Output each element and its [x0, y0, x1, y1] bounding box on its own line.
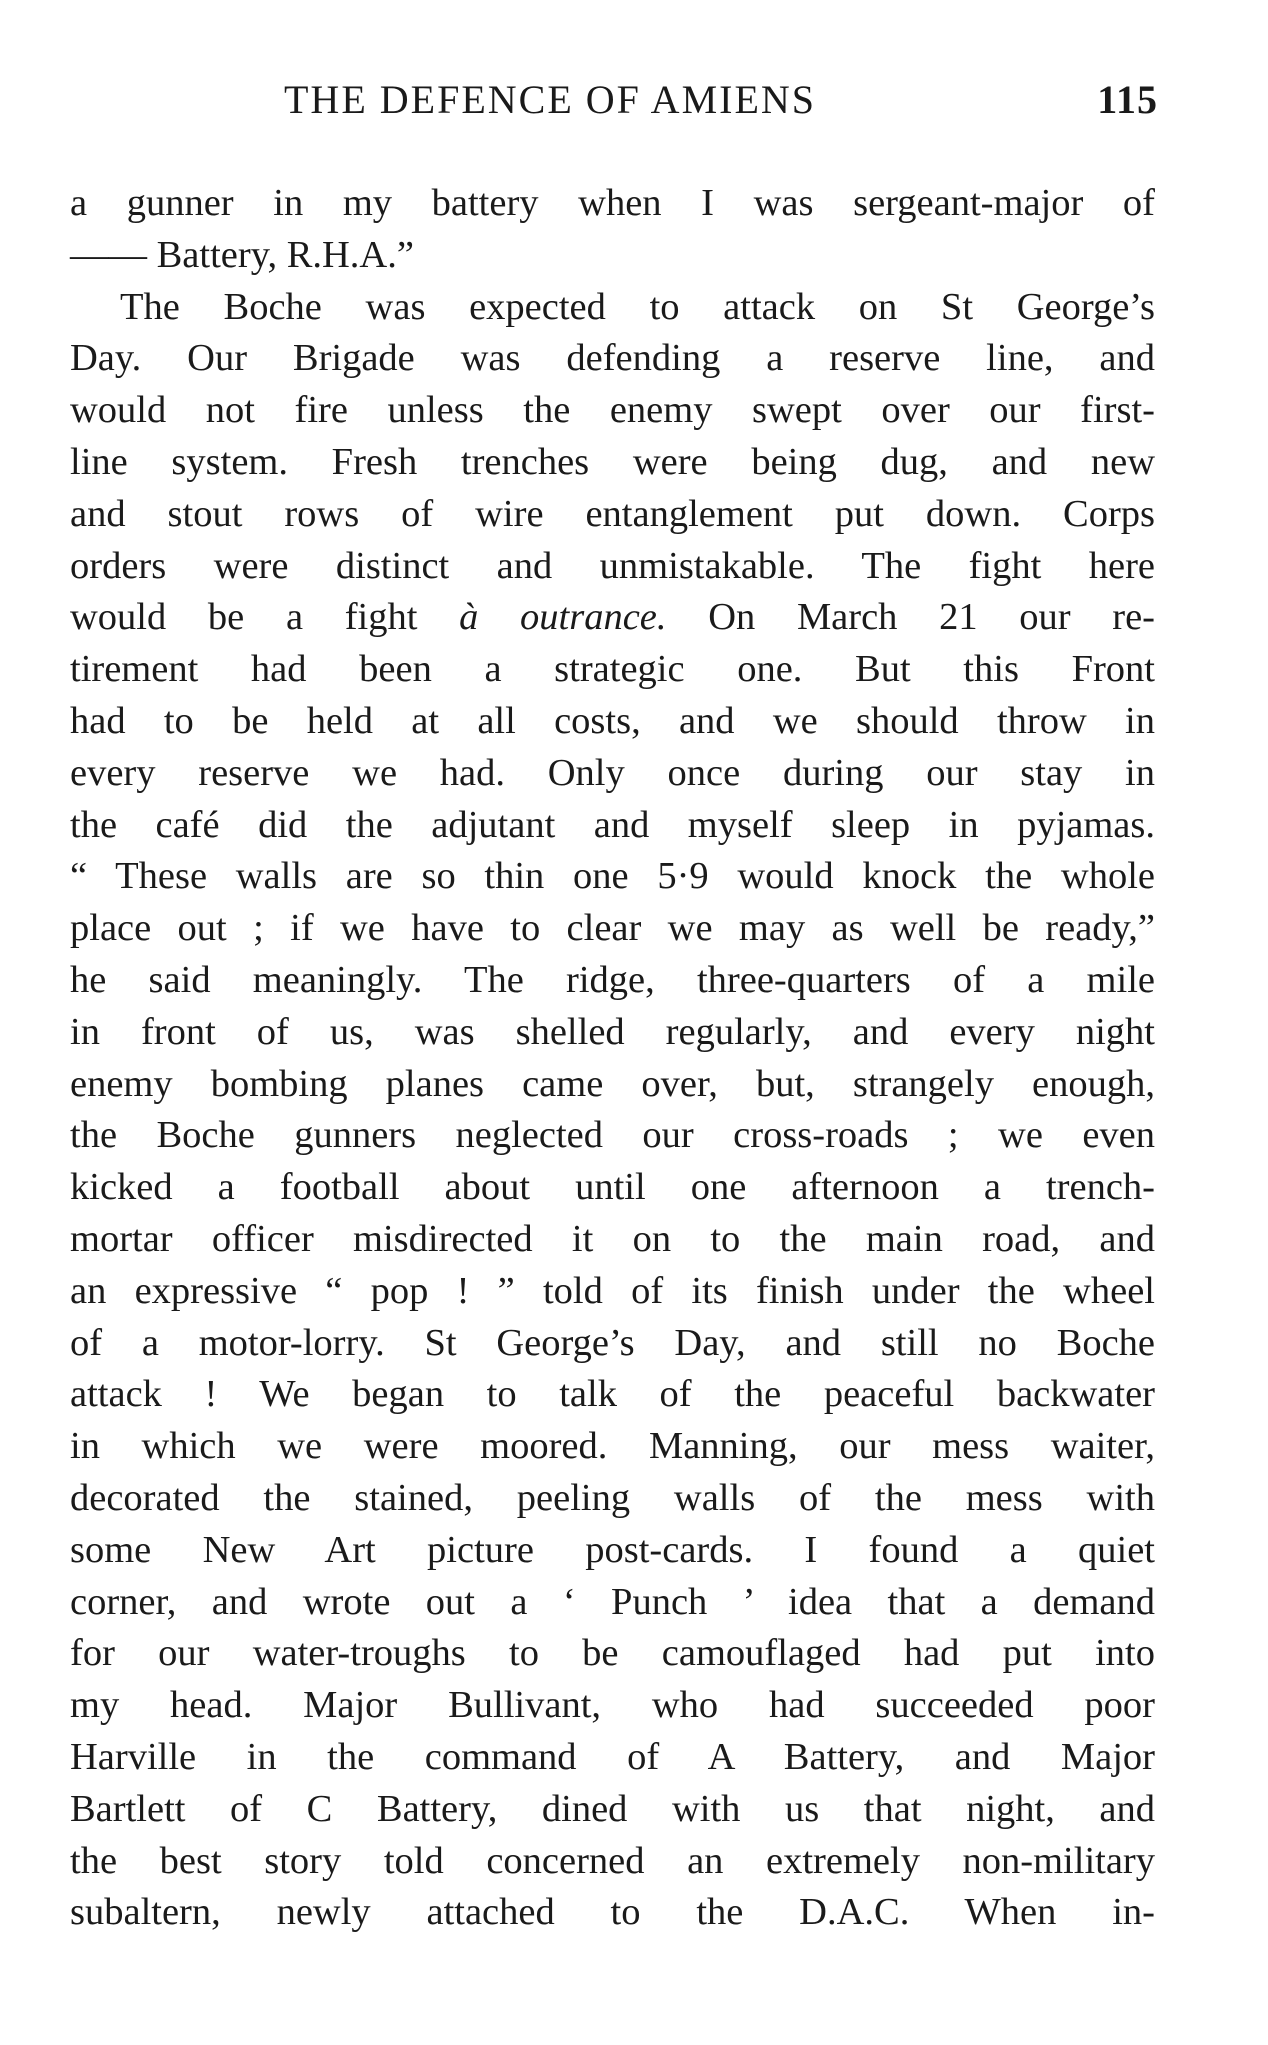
text-line: —— Battery, R.H.A.”: [70, 233, 414, 276]
text-line: in front of us, was shelled regularly, and every night: [70, 1010, 1155, 1053]
text-line: in which we were moored. Manning, our mess waiter,: [70, 1425, 1155, 1468]
text-run: On March 21 our re-: [666, 596, 1156, 639]
text-line: Day. Our Brigade was defending a reserve line, and: [70, 337, 1155, 380]
text-line: line system. Fresh trenches were being dug, and new: [70, 440, 1155, 483]
text-line: would not fire unless the enemy swept over our first-: [70, 389, 1155, 432]
text-line: of a motor-lorry. St George’s Day, and still no Boche: [70, 1321, 1155, 1364]
text-line: every reserve we had. Only once during our stay in: [70, 751, 1155, 794]
text-line: the Boche gunners neglected our cross-roads ; we even: [70, 1114, 1155, 1157]
text-line: enemy bombing planes came over, but, strangely enough,: [70, 1062, 1155, 1105]
text-line: mortar officer misdirected it on to the main road, and: [70, 1217, 1155, 1260]
text-line: attack ! We began to talk of the peaceful backwater: [70, 1373, 1155, 1416]
text-line: Bartlett of C Battery, dined with us that night, and: [70, 1787, 1155, 1830]
text-line-paragraph-start: The Boche was expected to attack on St George’s: [120, 285, 1155, 328]
text-line: had to be held at all costs, and we should throw in: [70, 699, 1155, 742]
text-line: an expressive “ pop ! ” told of its finish under the wheel: [70, 1269, 1155, 1312]
running-title: THE DEFENCE OF AMIENS: [284, 77, 817, 122]
text-line-with-italic: [70, 592, 1155, 644]
running-head: [70, 76, 1158, 130]
text-line: and stout rows of wire entanglement put down. Corps: [70, 492, 1155, 535]
text-line: a gunner in my battery when I was sergeant-major of: [70, 182, 1155, 224]
text-line: decorated the stained, peeling walls of the mess with: [70, 1476, 1155, 1519]
text-line: corner, and wrote out a ‘ Punch ’ idea that a demand: [70, 1580, 1155, 1623]
italic-phrase: à outrance.: [459, 596, 667, 639]
text-line: tirement had been a strategic one. But this Front: [70, 648, 1155, 691]
text-run: would be a fight: [70, 596, 460, 639]
text-line: my head. Major Bullivant, who had succeeded poor: [70, 1684, 1155, 1727]
page-number: 115: [1097, 77, 1158, 122]
text-line: subaltern, newly attached to the D.A.C. When in-: [70, 1891, 1155, 1934]
text-line: he said meaningly. The ridge, three-quarters of a mile: [70, 958, 1155, 1001]
text-line: orders were distinct and unmistakable. The fight here: [70, 544, 1155, 587]
text-line: kicked a football about until one afternoon a trench-: [70, 1166, 1155, 1209]
text-line: “ These walls are so thin one 5·9 would knock the whole: [70, 855, 1155, 898]
text-line: for our water-troughs to be camouflaged had put into: [70, 1632, 1155, 1675]
text-line: place out ; if we have to clear we may as well be ready,”: [70, 907, 1155, 950]
body-text: [70, 178, 1155, 1939]
text-line: some New Art picture post-cards. I found a quiet: [70, 1528, 1155, 1571]
text-line: the café did the adjutant and myself sleep in pyjamas.: [70, 803, 1155, 846]
text-line: the best story told concerned an extremely non-military: [70, 1839, 1155, 1882]
text-line: Harville in the command of A Battery, and Major: [70, 1735, 1155, 1778]
